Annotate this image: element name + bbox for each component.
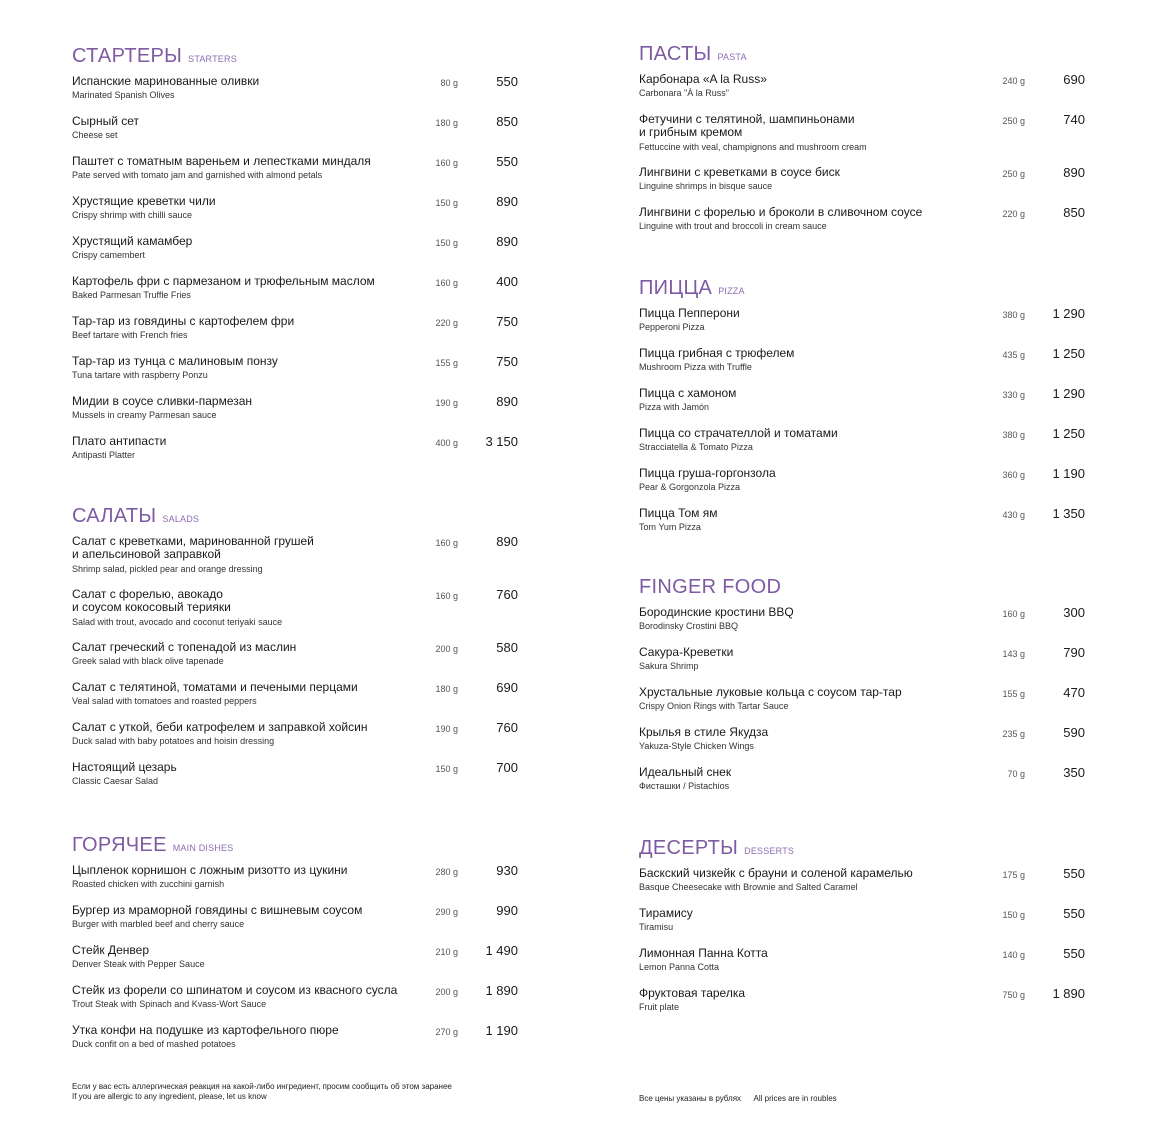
menu-item (72, 721, 532, 761)
menu-item (72, 761, 532, 801)
menu-item (72, 944, 532, 984)
menu-item (72, 535, 532, 588)
prices-note-en: All prices are in roubles (753, 1094, 837, 1103)
section-desserts (639, 837, 1099, 1027)
menu-item (639, 467, 1099, 507)
menu-item (639, 307, 1099, 347)
dish-name: Лимонная Панна Котта (639, 946, 768, 960)
dish-price: 750 (496, 354, 518, 369)
dish-name-en: Shrimp salad, pickled pear and orange dressing (72, 564, 263, 574)
section-title-en: SALADS (162, 514, 200, 524)
dish-weight: 160 g (435, 158, 458, 168)
dish-weight: 175 g (1002, 870, 1025, 880)
dish-price: 850 (496, 114, 518, 129)
dish-price: 690 (496, 680, 518, 695)
dish-weight: 155 g (1002, 689, 1025, 699)
dish-name: Плато антипасти (72, 434, 167, 448)
dish-price: 850 (1063, 205, 1085, 220)
dish-weight: 220 g (435, 318, 458, 328)
dish-name-en: Basque Cheesecake with Brownie and Salted Caramel (639, 882, 858, 892)
menu-item (72, 984, 532, 1024)
dish-name: Фетучини с телятиной, шампиньонами и грибным кремом (639, 112, 855, 139)
dish-weight: 400 g (435, 438, 458, 448)
dish-name: Баскский чизкейк с брауни и соленой карамелью (639, 866, 913, 880)
dish-weight: 160 g (435, 278, 458, 288)
menu-item (639, 347, 1099, 387)
dish-price: 760 (496, 720, 518, 735)
dish-name: Бородинские кростини BBQ (639, 605, 794, 619)
dish-name-en: Trout Steak with Spinach and Kvass-Wort Sauce (72, 999, 267, 1009)
dish-weight: 430 g (1002, 510, 1025, 520)
section-finger-food (639, 576, 1099, 806)
dish-weight: 250 g (1002, 169, 1025, 179)
dish-name-en: Classic Caesar Salad (72, 776, 159, 786)
dish-name: Пицца Пепперони (639, 306, 740, 320)
dish-price: 1 250 (1052, 346, 1085, 361)
section-title (72, 834, 532, 864)
dish-weight: 290 g (435, 907, 458, 917)
dish-name: Утка конфи на подушке из картофельного пюре (72, 1023, 339, 1037)
dish-price: 740 (1063, 112, 1085, 127)
dish-weight: 250 g (1002, 116, 1025, 126)
dish-price: 350 (1063, 765, 1085, 780)
menu-item (639, 606, 1099, 646)
dish-name-en: Crispy Onion Rings with Tartar Sauce (639, 701, 789, 711)
dish-price: 1 890 (1052, 986, 1085, 1001)
dish-name-en: Tuna tartare with raspberry Ponzu (72, 370, 208, 380)
section-main-dishes (72, 834, 532, 1064)
dish-weight: 280 g (435, 867, 458, 877)
dish-price: 890 (496, 534, 518, 549)
menu-item (72, 435, 532, 475)
menu-item (639, 867, 1099, 907)
dish-name-en: Duck salad with baby potatoes and hoisin dressing (72, 736, 275, 746)
dish-name-en: Veal salad with tomatoes and roasted peppers (72, 696, 257, 706)
dish-name-en: Linguine shrimps in bisque sauce (639, 181, 773, 191)
menu-item (72, 235, 532, 275)
dish-name: Тар-тар из тунца с малиновым понзу (72, 354, 278, 368)
dish-name: Салат с телятиной, томатами и печеными перцами (72, 680, 358, 694)
dish-name: Картофель фри с пармезаном и трюфельным маслом (72, 274, 375, 288)
dish-name: Сакура-Креветки (639, 645, 734, 659)
dish-name: Пицца груша-горгонзола (639, 466, 776, 480)
menu-item (639, 387, 1099, 427)
menu-item (72, 315, 532, 355)
dish-name-en: Greek salad with black olive tapenade (72, 656, 224, 666)
dish-weight: 160 g (435, 538, 458, 548)
dish-name: Салат с креветками, маринованной грушей и апельсиновой заправкой (72, 534, 314, 561)
menu-item (72, 864, 532, 904)
dish-weight: 220 g (1002, 209, 1025, 219)
menu-item (72, 195, 532, 235)
section-salads (72, 505, 532, 801)
menu-item (72, 588, 532, 641)
menu-item (72, 681, 532, 721)
dish-price: 690 (1063, 72, 1085, 87)
dish-price: 1 290 (1052, 306, 1085, 321)
section-title-en: MAIN DISHES (172, 843, 234, 853)
dish-name: Мидии в соусе сливки-пармезан (72, 394, 253, 408)
dish-price: 3 150 (485, 434, 518, 449)
menu-item (639, 987, 1099, 1027)
dish-name: Пицца грибная с трюфелем (639, 346, 795, 360)
dish-price: 1 250 (1052, 426, 1085, 441)
dish-name-en: Tiramisu (639, 922, 674, 932)
menu-item (72, 275, 532, 315)
dish-name: Салат с форелью, авокадо и соусом кокосовый терияки (72, 587, 231, 614)
dish-price: 1 290 (1052, 386, 1085, 401)
dish-name: Бургер из мраморной говядины с вишневым соусом (72, 903, 363, 917)
dish-price: 1 190 (485, 1023, 518, 1038)
section-title-en: PIZZA (718, 286, 745, 296)
dish-price: 300 (1063, 605, 1085, 620)
dish-name-en: Carbonara "À la Russ" (639, 88, 729, 98)
dish-name: Сырный сет (72, 114, 140, 128)
dish-name-en: Pepperoni Pizza (639, 322, 705, 332)
menu-item (639, 166, 1099, 206)
allergy-note-ru: Если у вас есть аллергическая реакция на какой-либо ингредиент, просим сообщить об этом заранее (72, 1082, 452, 1091)
prices-note-ru: Все цены указаны в рублях (639, 1094, 742, 1103)
dish-price: 890 (496, 234, 518, 249)
dish-name: Крылья в стиле Якудза (639, 725, 769, 739)
dish-price: 990 (496, 903, 518, 918)
dish-name-en: Фисташки / Pistachios (639, 781, 730, 791)
allergy-note (72, 1082, 452, 1102)
allergy-note-en: If you are allergic to any ingredient, please, let us know (72, 1092, 267, 1101)
dish-weight: 80 g (440, 78, 458, 88)
dish-name-en: Fettuccine with veal, champignons and mushroom cream (639, 142, 867, 152)
dish-name: Настоящий цезарь (72, 760, 177, 774)
dish-name-en: Roasted chicken with zucchini garnish (72, 879, 225, 889)
menu-item (72, 155, 532, 195)
dish-name-en: Marinated Spanish Olives (72, 90, 175, 100)
dish-name-en: Cheese set (72, 130, 118, 140)
dish-name-en: Stracciatella & Tomato Pizza (639, 442, 753, 452)
dish-price: 470 (1063, 685, 1085, 700)
dish-price: 400 (496, 274, 518, 289)
menu-item (639, 73, 1099, 113)
menu-item (639, 427, 1099, 467)
dish-name: Хрустящие креветки чили (72, 194, 216, 208)
dish-weight: 240 g (1002, 76, 1025, 86)
section-title-en: PASTA (717, 52, 747, 62)
menu-item (639, 113, 1099, 166)
dish-weight: 180 g (435, 684, 458, 694)
dish-name-en: Antipasti Platter (72, 450, 136, 460)
dish-name: Тар-тар из говядины с картофелем фри (72, 314, 295, 328)
dish-weight: 330 g (1002, 390, 1025, 400)
section-title-ru: ДЕСЕРТЫ (639, 837, 739, 859)
menu-item (639, 766, 1099, 806)
dish-weight: 750 g (1002, 990, 1025, 1000)
section-title (639, 277, 1099, 307)
section-title-ru: FINGER FOOD (639, 576, 782, 598)
section-title-ru: ПИЦЦА (639, 277, 713, 299)
dish-weight: 143 g (1002, 649, 1025, 659)
dish-name-en: Duck confit on a bed of mashed potatoes (72, 1039, 236, 1049)
dish-weight: 150 g (435, 764, 458, 774)
dish-weight: 190 g (435, 724, 458, 734)
dish-weight: 160 g (435, 591, 458, 601)
section-starters (72, 45, 532, 475)
dish-name: Цыпленок корнишон с ложным ризотто из цукини (72, 863, 348, 877)
dish-name: Пицца со страчателлой и томатами (639, 426, 838, 440)
section-title-en: DESSERTS (744, 846, 795, 856)
section-title (72, 45, 532, 75)
dish-name: Идеальный снек (639, 765, 732, 779)
dish-name-en: Burger with marbled beef and cherry sauce (72, 919, 245, 929)
menu-item (72, 115, 532, 155)
dish-weight: 150 g (1002, 910, 1025, 920)
prices-note (639, 1094, 837, 1104)
dish-name: Паштет с томатным вареньем и лепестками миндаля (72, 154, 371, 168)
dish-name: Салат с уткой, беби катрофелем и заправкой хойсин (72, 720, 368, 734)
dish-name-en: Yakuza-Style Chicken Wings (639, 741, 754, 751)
dish-price: 1 350 (1052, 506, 1085, 521)
dish-weight: 270 g (435, 1027, 458, 1037)
menu-item (72, 904, 532, 944)
dish-price: 930 (496, 863, 518, 878)
dish-price: 750 (496, 314, 518, 329)
dish-price: 1 190 (1052, 466, 1085, 481)
dish-name-en: Pear & Gorgonzola Pizza (639, 482, 741, 492)
dish-price: 550 (1063, 906, 1085, 921)
dish-name: Тирамису (639, 906, 693, 920)
section-title-ru: ГОРЯЧЕЕ (72, 834, 167, 856)
dish-price: 760 (496, 587, 518, 602)
menu-item (72, 355, 532, 395)
dish-weight: 150 g (435, 198, 458, 208)
menu-item (72, 75, 532, 115)
dish-weight: 200 g (435, 644, 458, 654)
dish-name-en: Denver Steak with Pepper Sauce (72, 959, 205, 969)
dish-name: Стейк Денвер (72, 943, 150, 957)
dish-weight: 155 g (435, 358, 458, 368)
dish-price: 890 (496, 394, 518, 409)
dish-price: 590 (1063, 725, 1085, 740)
section-title (639, 576, 1099, 606)
dish-name: Пицца Том ям (639, 506, 718, 520)
menu-item (639, 646, 1099, 686)
section-title-ru: САЛАТЫ (72, 505, 157, 527)
dish-name-en: Baked Parmesan Truffle Fries (72, 290, 191, 300)
menu-item (639, 907, 1099, 947)
dish-name: Пицца с хамоном (639, 386, 737, 400)
dish-name-en: Lemon Panna Cotta (639, 962, 720, 972)
dish-name-en: Tom Yum Pizza (639, 522, 701, 532)
dish-weight: 360 g (1002, 470, 1025, 480)
menu-item (72, 395, 532, 435)
dish-weight: 380 g (1002, 430, 1025, 440)
dish-name: Испанские маринованные оливки (72, 74, 260, 88)
dish-price: 550 (1063, 866, 1085, 881)
dish-name: Хрустящий камамбер (72, 234, 193, 248)
dish-price: 890 (1063, 165, 1085, 180)
dish-price: 550 (1063, 946, 1085, 961)
dish-price: 790 (1063, 645, 1085, 660)
dish-name-en: Mussels in creamy Parmesan sauce (72, 410, 217, 420)
section-title (639, 43, 1099, 73)
dish-name-en: Pizza with Jamón (639, 402, 710, 412)
section-pizza (639, 277, 1099, 547)
dish-name-en: Borodinsky Crostini BBQ (639, 621, 739, 631)
dish-name: Фруктовая тарелка (639, 986, 746, 1000)
dish-price: 550 (496, 154, 518, 169)
dish-name-en: Fruit plate (639, 1002, 680, 1012)
dish-weight: 180 g (435, 118, 458, 128)
dish-name-en: Mushroom Pizza with Truffle (639, 362, 752, 372)
dish-weight: 435 g (1002, 350, 1025, 360)
dish-weight: 380 g (1002, 310, 1025, 320)
menu-item (639, 686, 1099, 726)
menu-item (639, 206, 1099, 246)
dish-name: Карбонара «A la Russ» (639, 72, 767, 86)
section-title-ru: СТАРТЕРЫ (72, 45, 183, 67)
dish-weight: 235 g (1002, 729, 1025, 739)
dish-weight: 210 g (435, 947, 458, 957)
menu-item (72, 1024, 532, 1064)
section-title-ru: ПАСТЫ (639, 43, 712, 65)
section-title (639, 837, 1099, 867)
menu-item (72, 641, 532, 681)
dish-price: 550 (496, 74, 518, 89)
dish-price: 890 (496, 194, 518, 209)
dish-weight: 190 g (435, 398, 458, 408)
section-title (72, 505, 532, 535)
dish-price: 700 (496, 760, 518, 775)
dish-name: Стейк из форели со шпинатом и соусом из квасного сусла (72, 983, 398, 997)
dish-name-en: Beef tartare with French fries (72, 330, 188, 340)
dish-weight: 150 g (435, 238, 458, 248)
section-title-en: STARTERS (188, 54, 237, 64)
menu-item (639, 947, 1099, 987)
dish-price: 1 890 (485, 983, 518, 998)
dish-name: Лингвини с креветками в соусе биск (639, 165, 840, 179)
section-pasta (639, 43, 1099, 246)
dish-name-en: Pate served with tomato jam and garnished with almond petals (72, 170, 323, 180)
dish-weight: 160 g (1002, 609, 1025, 619)
dish-name-en: Linguine with trout and broccoli in cream sauce (639, 221, 827, 231)
dish-weight: 140 g (1002, 950, 1025, 960)
dish-weight: 200 g (435, 987, 458, 997)
dish-price: 1 490 (485, 943, 518, 958)
dish-name-en: Sakura Shrimp (639, 661, 699, 671)
dish-name: Лингвини с форелью и броколи в сливочном соусе (639, 205, 923, 219)
dish-name-en: Crispy camembert (72, 250, 146, 260)
dish-price: 580 (496, 640, 518, 655)
dish-name: Хрустальные луковые кольца с соусом тар-тар (639, 685, 902, 699)
dish-name-en: Salad with trout, avocado and coconut teriyaki sauce (72, 617, 283, 627)
dish-weight: 70 g (1007, 769, 1025, 779)
menu-item (639, 726, 1099, 766)
dish-name-en: Crispy shrimp with chilli sauce (72, 210, 193, 220)
menu-item (639, 507, 1099, 547)
dish-name: Салат греческий с топенадой из маслин (72, 640, 297, 654)
